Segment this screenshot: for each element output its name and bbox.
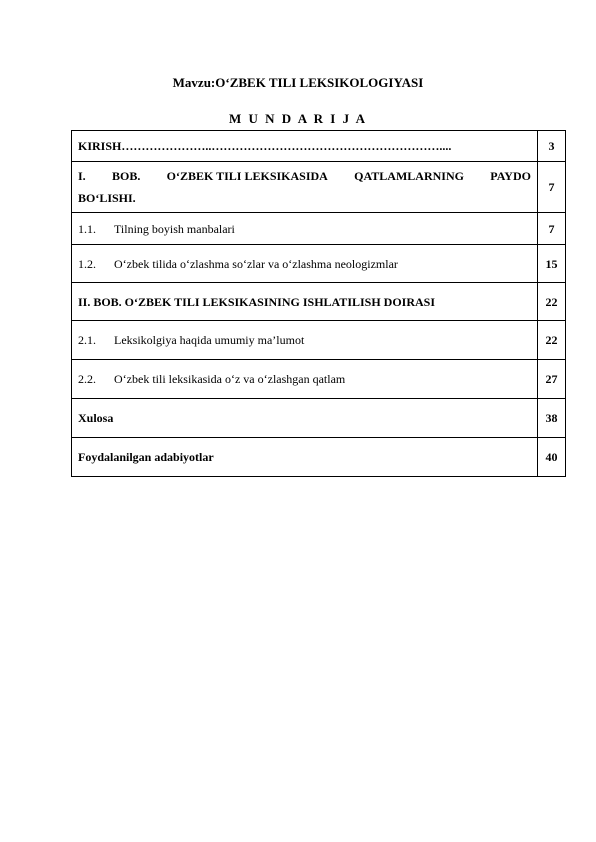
chapter-1-title-part: QATLAMLARNING	[354, 169, 464, 183]
toc-entry-xulosa[interactable]: Xulosa	[72, 399, 538, 438]
chapter-1-title-part: BOB.	[112, 169, 141, 183]
toc-entry-bibliography[interactable]: Foydalanilgan adabiyotlar	[72, 438, 538, 477]
toc-entry-section-1-2[interactable]	[72, 245, 538, 283]
toc-page-number: 22	[538, 321, 566, 360]
toc-row	[72, 162, 566, 213]
toc-row	[72, 438, 566, 477]
section-title: Tilning boyish manbalari	[114, 221, 235, 236]
chapter-1-title-part: I.	[78, 169, 86, 183]
toc-page-number: 7	[538, 162, 566, 213]
toc-row	[72, 321, 566, 360]
toc-page-number: 7	[538, 213, 566, 245]
section-title: Leksikolgiya haqida umumiy ma’lumot	[114, 333, 305, 347]
toc-entry-chapter-1[interactable]	[72, 162, 538, 213]
table-of-contents	[71, 130, 566, 477]
toc-page-number: 22	[538, 283, 566, 321]
toc-row	[72, 360, 566, 399]
chapter-1-title-line2: BO‘LISHI.	[78, 191, 136, 205]
chapter-1-title-part: O‘ZBEK TILI LEKSIKASIDA	[166, 169, 328, 183]
section-number: 2.2.	[78, 372, 96, 386]
section-title: O‘zbek tilida o‘zlashma so‘zlar va o‘zlashma neologizmlar	[114, 256, 398, 271]
section-number: 2.1.	[78, 333, 96, 347]
page-title: Mavzu:O‘ZBEK TILI LEKSIKOLOGIYASI	[172, 75, 424, 90]
section-number: 1.1.	[78, 221, 96, 236]
toc-row	[72, 399, 566, 438]
toc-entry-section-1-1[interactable]	[72, 213, 538, 245]
toc-row	[72, 245, 566, 283]
section-title: O‘zbek tili leksikasida o‘z va o‘zlashgan qatlam	[114, 372, 346, 386]
toc-page-number: 27	[538, 360, 566, 399]
toc-entry-kirish[interactable]: KIRISH…………………..…………………………………………………....	[72, 131, 538, 162]
toc-row	[72, 213, 566, 245]
contents-heading: M U N D A R I J A	[228, 111, 367, 126]
toc-entry-chapter-2[interactable]: II. BOB. O‘ZBEK TILI LEKSIKASINING ISHLATILISH DOIRASI	[72, 283, 538, 321]
toc-row	[72, 131, 566, 162]
toc-page-number: 15	[538, 245, 566, 283]
toc-page-number: 3	[538, 131, 566, 162]
toc-row	[72, 283, 566, 321]
toc-entry-section-2-1[interactable]	[72, 321, 538, 360]
chapter-1-title-line1	[78, 168, 531, 184]
toc-page-number: 38	[538, 399, 566, 438]
chapter-1-title-part: PAYDO	[490, 169, 531, 183]
section-number: 1.2.	[78, 256, 96, 271]
toc-page-number: 40	[538, 438, 566, 477]
toc-entry-section-2-2[interactable]	[72, 360, 538, 399]
